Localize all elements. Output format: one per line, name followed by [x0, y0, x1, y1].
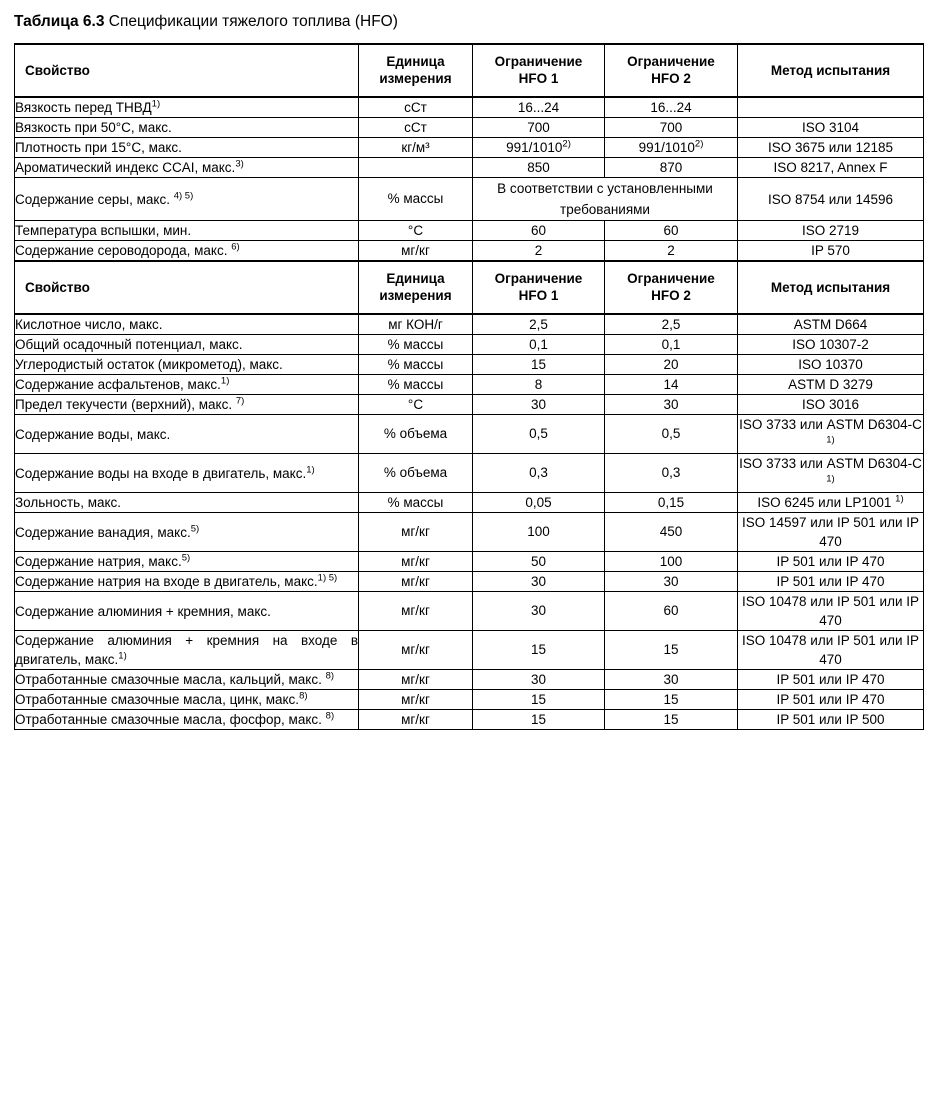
- cell-test-method: [738, 97, 924, 118]
- cell-property: Вязкость перед ТНВД$^{1)}$: [15, 97, 359, 118]
- footnote-marker: 8): [325, 710, 335, 722]
- footnote-marker: 1): [220, 375, 230, 387]
- cell-test-method: ISO 10307-2: [738, 335, 924, 355]
- cell-unit: [359, 158, 473, 178]
- cell-unit: % массы: [359, 493, 473, 513]
- cell-limit-hfo1: 8: [473, 375, 605, 395]
- cell-test-method: ISO 10370: [738, 355, 924, 375]
- table-row: [15, 572, 924, 592]
- cell-unit: сСт: [359, 97, 473, 118]
- cell-property: Содержание натрия, макс.$^{5)}$: [15, 552, 359, 572]
- cell-test-method: ASTM D664: [738, 314, 924, 335]
- cell-test-method: ISO 14597 или IP 501 или IP 470: [738, 513, 924, 552]
- cell-limit-hfo2: 2,5: [605, 314, 738, 335]
- table-row: [15, 670, 924, 690]
- table-row: [15, 454, 924, 493]
- cell-test-method: IP 501 или IP 470: [738, 690, 924, 710]
- table-row: [15, 493, 924, 513]
- cell-test-method: ISO 3675 или 12185: [738, 138, 924, 158]
- cell-limit-hfo2: 870: [605, 158, 738, 178]
- footnote-marker: 7): [235, 395, 245, 407]
- table-row: [15, 592, 924, 631]
- cell-limit-hfo2: 60: [605, 592, 738, 631]
- column-header-method: Метод испытания: [738, 44, 924, 97]
- cell-limit-hfo2: 30: [605, 572, 738, 592]
- table-body: [15, 44, 924, 730]
- cell-unit: °С: [359, 221, 473, 241]
- footnote-marker: 1) 5): [317, 572, 338, 584]
- footnote-marker: 1): [118, 650, 127, 662]
- cell-test-method: ISO 3733 или ASTM D6304-C $^{1)}$: [738, 454, 924, 493]
- cell-limit-hfo1: 2: [473, 241, 605, 262]
- cell-test-method: IP 501 или IP 470: [738, 670, 924, 690]
- table-row: [15, 355, 924, 375]
- cell-limit-hfo1: 15: [473, 355, 605, 375]
- column-header-limit-hfo2: Ограничение HFO 2: [605, 261, 738, 314]
- cell-unit: сСт: [359, 118, 473, 138]
- table-row: [15, 118, 924, 138]
- table-caption-text: Спецификации тяжелого топлива (HFO): [104, 13, 398, 30]
- cell-limits-merged: В соответствии с установленными требованиями: [473, 178, 738, 221]
- footnote-marker: 6): [231, 241, 240, 253]
- cell-unit: мг/кг: [359, 552, 473, 572]
- cell-unit: мг/кг: [359, 513, 473, 552]
- cell-limit-hfo2: 15: [605, 690, 738, 710]
- cell-property: Содержание ванадия, макс.$^{5)}$: [15, 513, 359, 552]
- table-row: [15, 335, 924, 355]
- cell-property: Содержание алюминия + кремния на входе в двигатель, макс.$^{1)}$: [15, 631, 359, 670]
- cell-unit: мг/кг: [359, 690, 473, 710]
- cell-limit-hfo2: 15: [605, 631, 738, 670]
- cell-test-method: ISO 3733 или ASTM D6304-C $^{1)}$: [738, 415, 924, 454]
- footnote-marker: 5): [190, 523, 200, 534]
- cell-property: Содержание асфальтенов, макс.$^{1)}$: [15, 375, 359, 395]
- cell-limit-hfo1: 991/1010$^{2)}$: [473, 138, 605, 158]
- cell-property: Углеродистый остаток (микрометод), макс.: [15, 355, 359, 375]
- table-row: [15, 97, 924, 118]
- cell-unit: мг/кг: [359, 710, 473, 730]
- cell-test-method: ISO 10478 или IP 501 или IP 470: [738, 592, 924, 631]
- footnote-marker: 2): [562, 138, 571, 149]
- cell-limit-hfo1: 700: [473, 118, 605, 138]
- cell-limit-hfo1: 16...24: [473, 97, 605, 118]
- cell-unit: °С: [359, 395, 473, 415]
- cell-limit-hfo2: 0,3: [605, 454, 738, 493]
- footnote-marker: 1): [151, 98, 161, 110]
- cell-limit-hfo1: 0,05: [473, 493, 605, 513]
- column-header-property: Свойство: [15, 261, 359, 314]
- cell-unit: мг/кг: [359, 670, 473, 690]
- table-row: [15, 552, 924, 572]
- cell-property: Температура вспышки, мин.: [15, 221, 359, 241]
- footnote-marker: 1): [895, 493, 904, 505]
- cell-property: Кислотное число, макс.: [15, 314, 359, 335]
- cell-limit-hfo1: 30: [473, 592, 605, 631]
- cell-limit-hfo1: 0,5: [473, 415, 605, 454]
- cell-limit-hfo1: 100: [473, 513, 605, 552]
- table-row: [15, 178, 924, 221]
- cell-property: Предел текучести (верхний), макс. $^{7)}$: [15, 395, 359, 415]
- cell-unit: кг/м³: [359, 138, 473, 158]
- cell-property: Зольность, макс.: [15, 493, 359, 513]
- cell-limit-hfo2: 15: [605, 710, 738, 730]
- table-row: [15, 395, 924, 415]
- table-row: [15, 158, 924, 178]
- cell-test-method: ISO 8217, Annex F: [738, 158, 924, 178]
- table-row: [15, 375, 924, 395]
- cell-limit-hfo1: 15: [473, 690, 605, 710]
- cell-test-method: ISO 3104: [738, 118, 924, 138]
- cell-limit-hfo1: 30: [473, 670, 605, 690]
- table-header-row: [15, 44, 924, 97]
- cell-property: Плотность при 15°С, макс.: [15, 138, 359, 158]
- cell-limit-hfo2: 16...24: [605, 97, 738, 118]
- column-header-property: Свойство: [15, 44, 359, 97]
- cell-limit-hfo2: 0,15: [605, 493, 738, 513]
- footnote-marker: 8): [325, 670, 335, 682]
- cell-unit: % массы: [359, 178, 473, 221]
- table-row: [15, 138, 924, 158]
- cell-unit: % объема: [359, 454, 473, 493]
- cell-test-method: ISO 2719: [738, 221, 924, 241]
- cell-limit-hfo2: 2: [605, 241, 738, 262]
- table-header-row: [15, 261, 924, 314]
- footnote-marker: 8): [299, 690, 308, 702]
- cell-test-method: IP 501 или IP 500: [738, 710, 924, 730]
- cell-test-method: ISO 6245 или LP1001 $^{1)}$: [738, 493, 924, 513]
- cell-limit-hfo1: 30: [473, 572, 605, 592]
- cell-limit-hfo1: 15: [473, 631, 605, 670]
- cell-unit: % объема: [359, 415, 473, 454]
- table-row: [15, 513, 924, 552]
- cell-limit-hfo2: 0,5: [605, 415, 738, 454]
- cell-limit-hfo2: 14: [605, 375, 738, 395]
- cell-property: Отработанные смазочные масла, кальций, макс. $^{8)}$: [15, 670, 359, 690]
- cell-limit-hfo1: 2,5: [473, 314, 605, 335]
- cell-limit-hfo2: 100: [605, 552, 738, 572]
- cell-limit-hfo1: 0,3: [473, 454, 605, 493]
- cell-unit: % массы: [359, 335, 473, 355]
- cell-limit-hfo2: 30: [605, 395, 738, 415]
- cell-limit-hfo1: 850: [473, 158, 605, 178]
- table-row: [15, 314, 924, 335]
- cell-property: Ароматический индекс CCAI, макс.$^{3)}$: [15, 158, 359, 178]
- footnote-marker: 5): [181, 552, 191, 564]
- table-row: [15, 415, 924, 454]
- cell-test-method: ISO 3016: [738, 395, 924, 415]
- cell-limit-hfo2: 991/1010$^{2)}$: [605, 138, 738, 158]
- footnote-marker: 1): [306, 464, 315, 475]
- table-row: [15, 710, 924, 730]
- cell-unit: % массы: [359, 355, 473, 375]
- cell-property: Содержание серы, макс. $^{4) 5)}$: [15, 178, 359, 221]
- cell-limit-hfo2: 0,1: [605, 335, 738, 355]
- table-row: [15, 690, 924, 710]
- cell-unit: мг/кг: [359, 572, 473, 592]
- cell-test-method: ASTM D 3279: [738, 375, 924, 395]
- cell-property: Содержание натрия на входе в двигатель, макс.$^{1) 5)}$: [15, 572, 359, 592]
- table-caption: [14, 12, 923, 32]
- footnote-marker: 2): [694, 138, 704, 149]
- cell-property: Отработанные смазочные масла, цинк, макс.$^{8)}$: [15, 690, 359, 710]
- table-row: [15, 241, 924, 262]
- cell-limit-hfo2: 30: [605, 670, 738, 690]
- cell-property: Отработанные смазочные масла, фосфор, макс. $^{8)}$: [15, 710, 359, 730]
- table-caption-number: Таблица 6.3: [14, 13, 105, 30]
- cell-limit-hfo1: 15: [473, 710, 605, 730]
- footnote-marker: 4) 5): [173, 190, 194, 201]
- cell-property: Вязкость при 50°С, макс.: [15, 118, 359, 138]
- column-header-limit-hfo1: Ограничение HFO 1: [473, 261, 605, 314]
- cell-test-method: IP 501 или IP 470: [738, 572, 924, 592]
- table-row: [15, 221, 924, 241]
- column-header-unit: Единица измерения: [359, 261, 473, 314]
- cell-property: Содержание сероводорода, макс. $^{6)}$: [15, 241, 359, 262]
- cell-unit: мг КОН/г: [359, 314, 473, 335]
- cell-unit: мг/кг: [359, 631, 473, 670]
- cell-limit-hfo1: 50: [473, 552, 605, 572]
- cell-property: Содержание воды на входе в двигатель, макс.$^{1)}$: [15, 454, 359, 493]
- cell-unit: % массы: [359, 375, 473, 395]
- cell-limit-hfo2: 700: [605, 118, 738, 138]
- table-row: [15, 631, 924, 670]
- column-header-method: Метод испытания: [738, 261, 924, 314]
- footnote-marker: 1): [826, 473, 835, 485]
- column-header-limit-hfo1: Ограничение HFO 1: [473, 44, 605, 97]
- cell-limit-hfo1: 0,1: [473, 335, 605, 355]
- column-header-unit: Единица измерения: [359, 44, 473, 97]
- cell-test-method: ISO 10478 или IP 501 или IP 470: [738, 631, 924, 670]
- cell-property: Общий осадочный потенциал, макс.: [15, 335, 359, 355]
- cell-limit-hfo1: 60: [473, 221, 605, 241]
- cell-test-method: IP 501 или IP 470: [738, 552, 924, 572]
- cell-test-method: IP 570: [738, 241, 924, 262]
- cell-limit-hfo2: 20: [605, 355, 738, 375]
- hfo-specifications-table: [14, 43, 924, 730]
- cell-unit: мг/кг: [359, 241, 473, 262]
- cell-test-method: ISO 8754 или 14596: [738, 178, 924, 221]
- cell-limit-hfo2: 450: [605, 513, 738, 552]
- column-header-limit-hfo2: Ограничение HFO 2: [605, 44, 738, 97]
- cell-limit-hfo1: 30: [473, 395, 605, 415]
- cell-limit-hfo2: 60: [605, 221, 738, 241]
- footnote-marker: 1): [826, 434, 835, 446]
- footnote-marker: 3): [235, 158, 244, 170]
- cell-property: Содержание воды, макс.: [15, 415, 359, 454]
- cell-unit: мг/кг: [359, 592, 473, 631]
- cell-property: Содержание алюминия + кремния, макс.: [15, 592, 359, 631]
